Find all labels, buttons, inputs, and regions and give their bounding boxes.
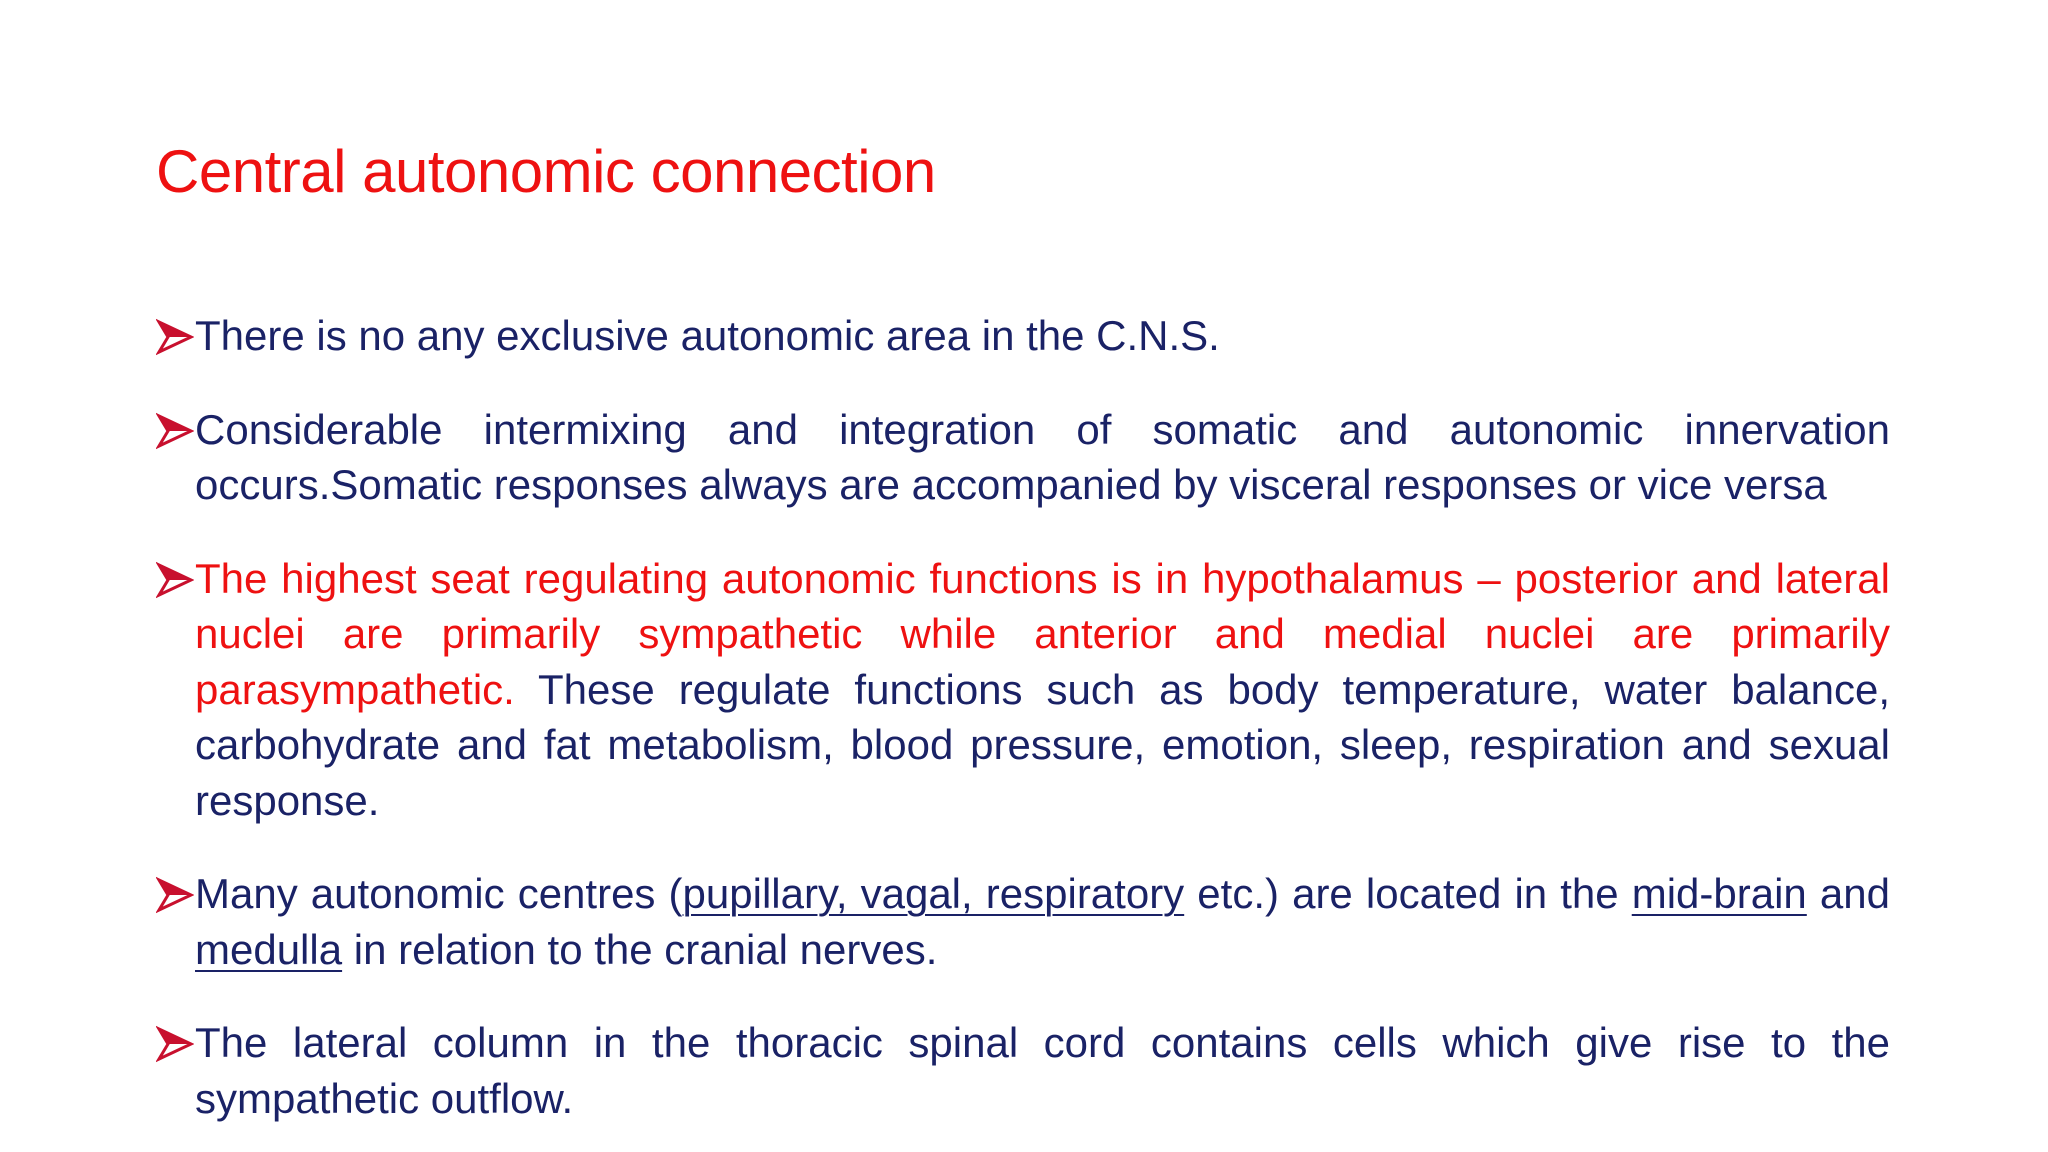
bullet-text: in relation to the cranial nerves. (342, 925, 938, 973)
bullet-item (156, 866, 1890, 977)
arrowhead-bullet-icon (156, 402, 196, 457)
bullet-text: There is no any exclusive autonomic area in the C.N.S. (195, 312, 1220, 359)
bullet-highlight-text: The highest seat regulating autonomic functions is in hypothalamus – posterior and lateral nuclei are primarily sympathetic while anterior and medial nuclei are primarily parasympathetic. (195, 554, 1890, 713)
underlined-term-midbrain: mid-brain (1631, 870, 1807, 917)
bullet-text: Considerable intermixing and integration of somatic and autonomic innervation occurs.Somatic responses always are accompanied by visceral responses or vice versa (195, 405, 1890, 508)
bullet-text: These regulate functions such as body temperature, water balance, carbohydrate and fat metabolism, blood pressure, emotion, sleep, respiration and sexual response. (195, 665, 1890, 824)
bullet-text: and (1806, 870, 1890, 917)
underlined-term-centres: pupillary, vagal, respiratory (682, 870, 1185, 917)
bullet-text: etc.) are located in the (1184, 870, 1632, 917)
bullet-item (156, 551, 1890, 829)
arrowhead-bullet-icon (156, 551, 196, 606)
arrowhead-bullet-icon (156, 308, 196, 363)
underlined-term-medulla: medulla (195, 925, 343, 973)
arrowhead-bullet-icon (156, 1015, 196, 1070)
bullet-text: The lateral column in the thoracic spinal cord contains cells which give rise to the sympathetic outflow. (195, 1019, 1890, 1122)
bullet-text: Many autonomic centres ( (195, 870, 683, 917)
bullet-list (156, 308, 1890, 1152)
bullet-item (156, 1015, 1890, 1126)
arrowhead-bullet-icon (156, 866, 196, 921)
bullet-item (156, 402, 1890, 513)
bullet-item (156, 308, 1890, 364)
slide-title: Central autonomic connection (156, 138, 936, 205)
